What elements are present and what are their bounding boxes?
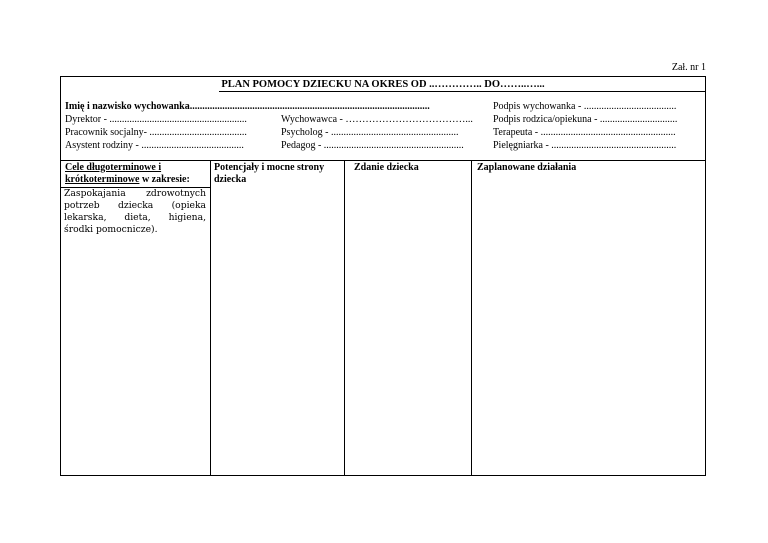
pedagogue-field: Pedagog - ........................................................: [281, 140, 464, 151]
strengths-column-header: Potencjały i mocne strony dziecka: [214, 162, 325, 185]
social-worker-field: Pracownik socjalny- .......................................: [65, 127, 247, 138]
child-signature-field: Podpis wychowanka - .....................................: [493, 101, 677, 112]
child-opinion-column-header: Zdanie dziecka: [354, 162, 419, 173]
family-assistant-field: Asystent rodziny - .........................................: [65, 140, 244, 151]
planned-actions-column-header: Zaplanowane działania: [477, 162, 577, 173]
title-divider: [219, 91, 705, 92]
goals-cell[interactable]: Zaspokajania zdrowotnych potrzeb dziecka (opieka lekarska, dieta, higiena, środki pomocnicze).: [64, 188, 206, 235]
director-field: Dyrektor - .......................................................: [65, 114, 247, 125]
plan-form: [60, 76, 706, 476]
form-title: PLAN POMOCY DZIECKU NA OKRES OD ..………….. DO……..…...: [221, 79, 545, 90]
column-divider: [210, 160, 211, 475]
goals-header-line1: Cele długoterminowe i: [65, 162, 162, 173]
goals-header-scope: w zakresie:: [139, 174, 190, 185]
therapist-field: Terapeuta - ......................................................: [493, 127, 676, 138]
psychologist-field: Psycholog - ...................................................: [281, 127, 459, 138]
nurse-field: Pielęgniarka - ..................................................: [493, 140, 677, 151]
column-divider: [344, 160, 345, 475]
column-divider: [471, 160, 472, 475]
child-name-field: Imię i nazwisko wychowanka................................................................................................: [65, 101, 430, 112]
parent-signature-field: Podpis rodzica/opiekuna - ...............................: [493, 114, 678, 125]
attachment-number: Zał. nr 1: [671, 62, 706, 73]
educator-field: Wychowawca - ………………………………...: [281, 114, 473, 125]
table-top-border: [61, 160, 705, 161]
goals-column-header: [65, 162, 208, 186]
goals-header-term: krótkoterminowe: [65, 174, 140, 185]
